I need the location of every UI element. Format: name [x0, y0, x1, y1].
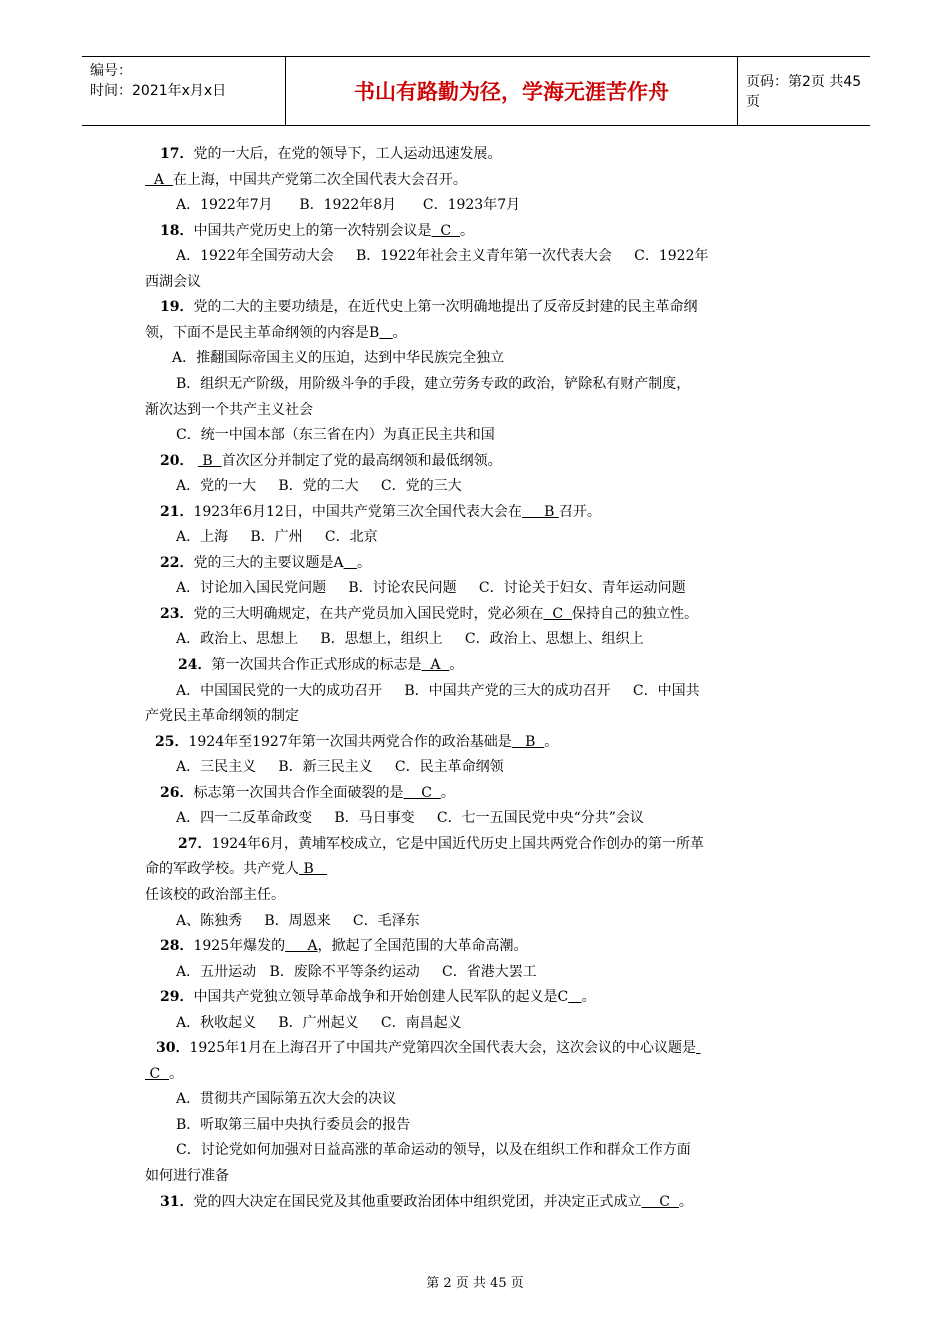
text-line: [176, 474, 462, 499]
line-text: 党的三大明确规定，在共产党员加入国民党时，党必须在: [193, 605, 544, 622]
line-text: 1924年6月，黄埔军校成立，它是中国近代历史上国共两党合作创办的第一所革: [211, 835, 705, 852]
line-text: A．讨论加入国民党问题 B．讨论农民问题 C．讨论关于妇女、青年运动问题: [176, 580, 686, 597]
line-text: 产党民主革命纲领的制定: [145, 708, 299, 725]
line-text: 第一次国共合作正式形成的标志是: [211, 657, 422, 673]
line-text: 中国共产党历史上的第一次特别会议是: [193, 222, 432, 239]
line-text: 。: [581, 989, 596, 1006]
text-line: [160, 985, 596, 1010]
answer-blank: C: [431, 222, 460, 239]
answer-blank: B: [299, 861, 328, 878]
text-line: [176, 1138, 691, 1163]
question-number: 28．: [160, 938, 194, 955]
line-text: 中国共产党独立领导革命战争和开始创建人民军队的起义是C: [193, 989, 569, 1006]
line-text: 首次区分并制定了党的最高纲领和最低纲领。: [221, 452, 502, 469]
text-line: [172, 346, 504, 371]
line-text: 召开。: [558, 503, 601, 520]
line-text: B．听取第三届中央执行委员会的报告: [176, 1116, 411, 1133]
question-number: 27．: [178, 835, 212, 852]
question-number: 19．: [160, 299, 194, 316]
text-line: [176, 909, 420, 934]
question-number: 29．: [160, 989, 194, 1006]
question-number: 21．: [160, 503, 194, 520]
question-number: 18．: [160, 222, 194, 239]
question-number: 23．: [160, 605, 194, 622]
text-line: [176, 806, 644, 831]
text-line: [160, 500, 601, 525]
text-line: [176, 960, 537, 985]
line-text: A、陈独秀 B．周恩来 C．毛泽东: [176, 912, 420, 929]
line-text: 任该校的政治部主任。: [145, 886, 285, 903]
question-number: 20．: [160, 452, 194, 469]
line-text: 西湖会议: [145, 273, 201, 290]
text-line: [176, 244, 709, 269]
text-line: [176, 755, 504, 780]
line-text: 党的一大后，在党的领导下，工人运动迅速发展。: [193, 146, 502, 162]
line-text: C．讨论党如何加强对日益高涨的革命运动的领导，以及在组织工作和群众工作方面: [176, 1142, 691, 1159]
line-text: 。: [169, 1065, 184, 1082]
line-text: 1925年1月在上海召开了中国共产党第四次全国代表大会，这次会议的中心议题是: [189, 1040, 697, 1057]
line-text: A．党的一大 B．党的二大 C．党的三大: [176, 478, 462, 495]
line-text: A．1922年7月 B．1922年8月 C．1923年7月: [176, 197, 521, 214]
line-text: 在上海，中国共产党第二次全国代表大会召开。: [172, 171, 467, 188]
text-line: [176, 627, 644, 652]
line-text: A．中国国民党的一大的成功召开 B．中国共产党的三大的成功召开 C．中国共: [176, 682, 700, 699]
line-text: B．组织无产阶级，用阶级斗争的手段，建立劳务专政的政治，铲除私有财产制度，: [176, 375, 691, 392]
text-line: [160, 219, 474, 244]
text-line: [156, 1036, 700, 1061]
question-number: 25．: [155, 733, 189, 750]
answer-blank: [344, 555, 357, 571]
text-line: [176, 679, 700, 704]
question-number: 31．: [160, 1193, 194, 1210]
answer-blank: C: [641, 1193, 679, 1210]
text-line: [176, 525, 378, 550]
answer-blank: A: [421, 657, 450, 673]
text-line: [145, 857, 327, 882]
question-number: 22．: [160, 554, 194, 571]
text-line: [145, 168, 467, 193]
line-text: A．1922年全国劳动大会 B．1922年社会主义青年第一次代表大会 C．1922年: [176, 248, 709, 265]
text-line: [145, 270, 201, 295]
text-line: [145, 398, 313, 423]
line-text: 。: [460, 222, 474, 239]
line-text: C．统一中国本部（东三省在内）为真正民主共和国: [176, 427, 495, 444]
line-text: A．推翻国际帝国主义的压迫，达到中华民族完全独立: [172, 350, 505, 367]
line-text: 党的四大决定在国民党及其他重要政治团体中组织党团，并决定正式成立: [193, 1193, 642, 1210]
text-line: [176, 576, 686, 601]
line-text: 1923年6月12日，中国共产党第三次全国代表大会在: [193, 503, 522, 520]
answer-blank: [568, 989, 581, 1005]
header-meta: [82, 57, 285, 125]
answer-blank: C: [403, 784, 441, 801]
line-text: 党的三大的主要议题是A: [193, 554, 344, 571]
text-line: [145, 1062, 183, 1087]
text-line: [178, 832, 704, 857]
text-line: [160, 1190, 693, 1215]
answer-blank: B: [511, 733, 545, 750]
text-line: [176, 1113, 410, 1138]
line-text: 如何进行准备: [145, 1168, 229, 1184]
text-line: [160, 295, 697, 320]
text-line: [160, 142, 501, 167]
line-text: A．三民主义 B．新三民主义 C．民主革命纲领: [176, 759, 504, 776]
line-text: 标志第一次国共合作全面破裂的是: [193, 784, 404, 801]
line-text: 领，下面不是民主革命纲领的内容是B: [145, 324, 380, 341]
line-text: 。: [392, 324, 407, 341]
answer-blank: C: [145, 1065, 170, 1082]
text-line: [155, 730, 558, 755]
answer-blank: [379, 325, 392, 341]
text-line: [160, 781, 455, 806]
text-line: [176, 372, 690, 397]
text-line: [160, 602, 698, 627]
line-text: ，掀起了全国范围的大革命高潮。: [317, 938, 528, 955]
text-line: [145, 321, 407, 346]
number-label: 编号：: [90, 63, 132, 79]
time-label: 时间：2021年x月x日: [90, 83, 227, 99]
question-number: 24．: [178, 657, 212, 673]
text-line: [160, 449, 502, 474]
answer-blank: B: [521, 503, 559, 520]
answer-blank: B: [197, 452, 222, 469]
text-line: [178, 653, 463, 678]
header-page-label: 页码：第2页 共45页: [746, 74, 862, 110]
line-text: A．五卅运动 B．废除不平等条约运动 C．省港大罢工: [176, 963, 537, 980]
line-text: A．上海 B．广州 C．北京: [176, 529, 378, 546]
question-number: 26．: [160, 784, 194, 801]
line-text: A．贯彻共产国际第五次大会的决议: [176, 1091, 397, 1108]
text-line: [145, 883, 285, 908]
text-line: [160, 934, 528, 959]
line-text: A．秋收起义 B．广州起义 C．南昌起义: [176, 1014, 462, 1031]
answer-blank: [696, 1040, 700, 1056]
question-number: 17．: [160, 146, 194, 162]
line-text: 。: [449, 657, 464, 673]
line-text: A．政治上、思想上 B．思想上，组织上 C．政治上、思想上、组织上: [176, 631, 644, 648]
answer-blank: A: [285, 938, 318, 955]
line-text: 党的二大的主要功绩是，在近代史上第一次明确地提出了反帝反封建的民主革命纲: [193, 299, 698, 316]
question-number: 30．: [156, 1040, 190, 1057]
text-line: [176, 423, 495, 448]
line-text: A．四一二反革命政变 B．马日事变 C．七一五国民党中央“分共”会议: [176, 810, 644, 827]
line-text: 。: [356, 554, 371, 571]
text-line: [176, 1011, 462, 1036]
line-text: 。: [440, 784, 455, 801]
text-line: [176, 1087, 396, 1112]
line-text: 渐次达到一个共产主义社会: [145, 401, 313, 418]
text-line: [176, 193, 520, 218]
line-text: 保持自己的独立性。: [572, 605, 698, 622]
answer-blank: A: [145, 171, 173, 188]
line-text: 。: [544, 733, 559, 750]
answer-blank: C: [543, 605, 572, 622]
line-text: 命的军政学校。共产党人: [145, 861, 299, 878]
line-text: 1925年爆发的: [193, 938, 286, 955]
header-motto: 书山有路勤为径，学海无涯苦作舟: [285, 57, 738, 125]
line-text: 。: [678, 1193, 693, 1210]
text-line: [145, 704, 299, 729]
page-footer: 第 2 页 共 45 页: [426, 1276, 524, 1291]
text-line: [160, 551, 371, 576]
text-line: [145, 1164, 229, 1189]
line-text: 1924年至1927年第一次国共两党合作的政治基础是: [188, 733, 512, 750]
page-header: [82, 56, 870, 126]
